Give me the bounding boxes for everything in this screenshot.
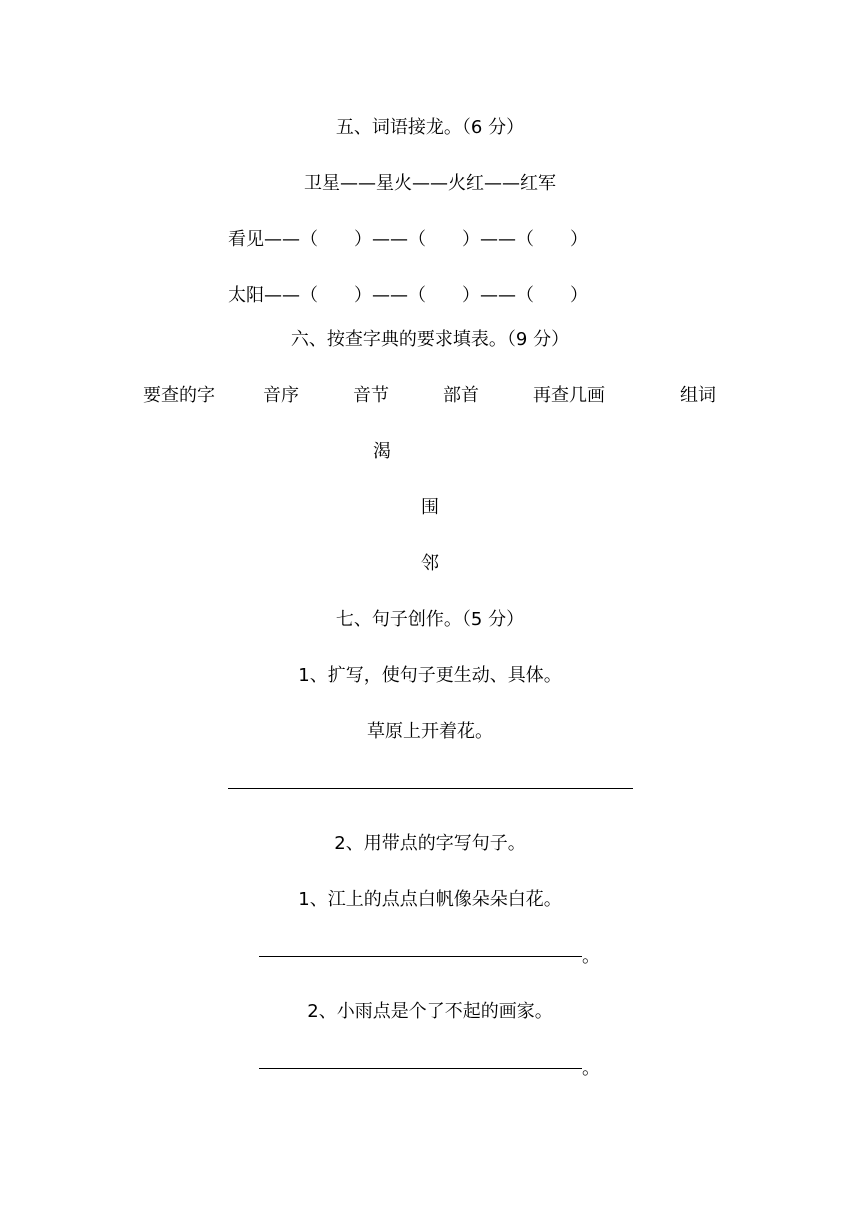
word-chain-example: 卫星——星火——火红——红军 [304, 173, 556, 194]
header-word: 组词 [680, 385, 716, 406]
header-radical: 部首 [443, 385, 479, 406]
header-char: 要查的字 [143, 385, 215, 406]
answer-line-1[interactable] [228, 788, 633, 789]
word-chain-row-2: 太阳——（ ）——（ ）——（ ） [228, 285, 588, 306]
section7-title: 七、句子创作。（5 分） [335, 609, 525, 630]
table-char-1: 渴 [373, 441, 391, 462]
section5-title: 五、词语接龙。（6 分） [335, 117, 525, 138]
answer-line-2-period: 。 [582, 946, 600, 967]
header-strokes: 再查几画 [533, 385, 605, 406]
question-2: 2、用带点的字写句子。 [334, 833, 526, 854]
section6-title: 六、按查字典的要求填表。（9 分） [290, 329, 570, 350]
question-2-item-2: 2、小雨点是个了不起的画家。 [307, 1001, 553, 1022]
header-initial: 音序 [263, 385, 299, 406]
word-chain-row-1: 看见——（ ）——（ ）——（ ） [228, 229, 588, 250]
header-syllable: 音节 [353, 385, 389, 406]
answer-line-2[interactable] [259, 956, 582, 957]
question-1: 1、扩写，使句子更生动、具体。 [298, 665, 562, 686]
answer-line-3-period: 。 [582, 1058, 600, 1079]
table-char-2: 围 [421, 497, 439, 518]
question-1-sentence: 草原上开着花。 [367, 721, 493, 742]
table-char-3: 邻 [421, 553, 439, 574]
answer-line-3[interactable] [259, 1068, 582, 1069]
question-2-item-1: 1、江上的点点白帆像朵朵白花。 [298, 889, 562, 910]
